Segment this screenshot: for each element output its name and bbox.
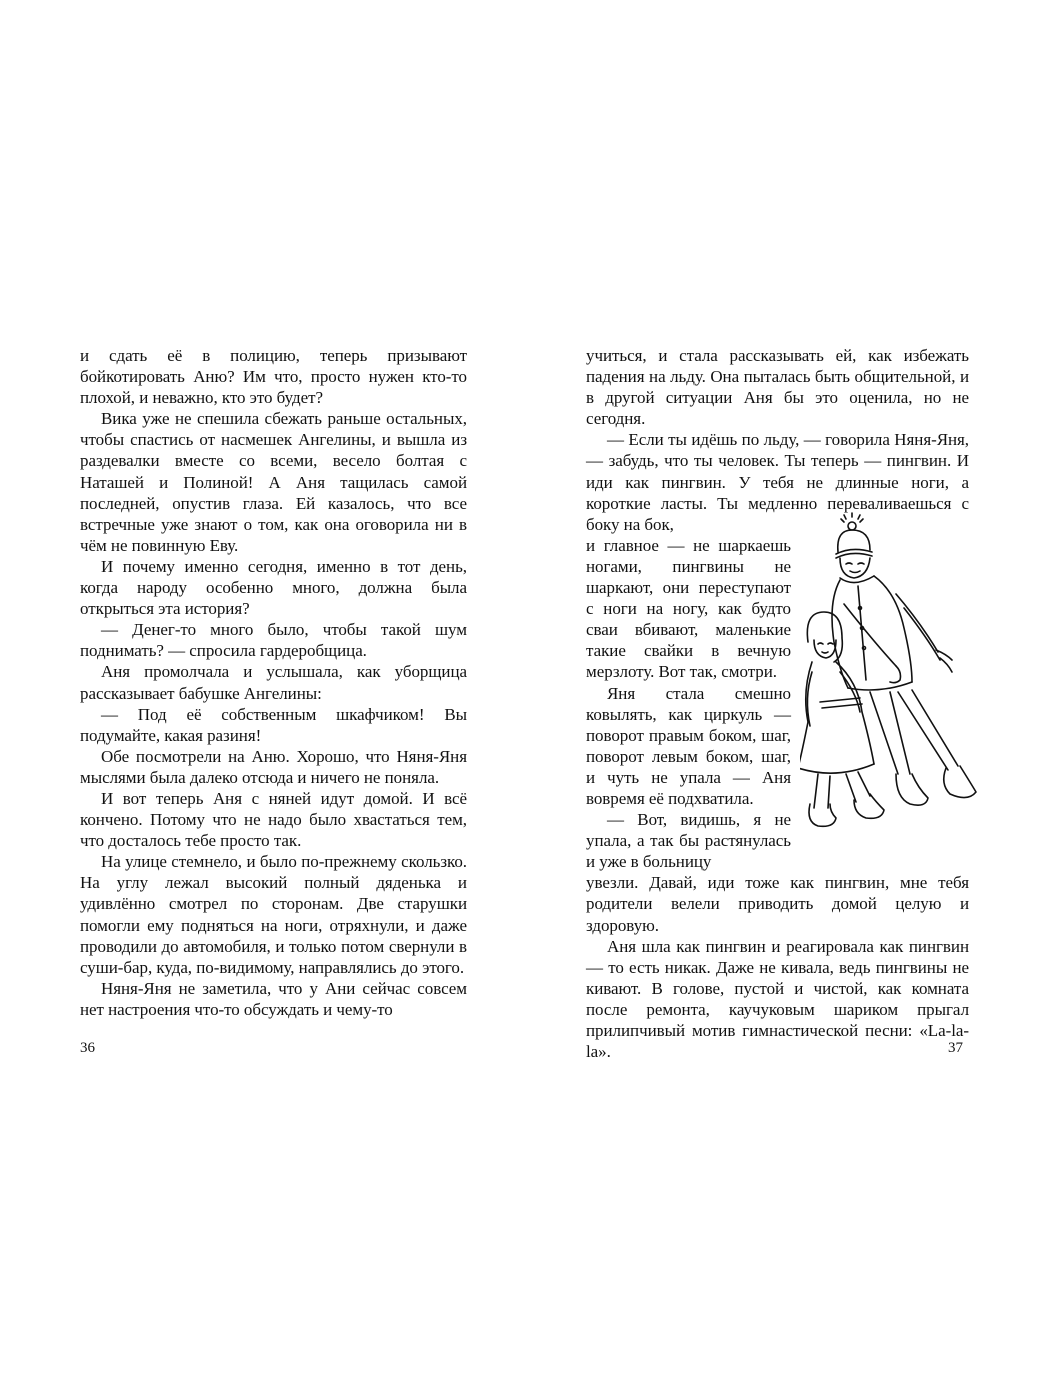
paragraph: — Если ты идёшь по льду, — говорила Няня-Яня, — забудь, что ты человек. Ты теперь — пингвин. И иди как пингвин. У тебя не длинные ноги, а короткие ласты. Ты медленно переваливаешься с боку на бок, <box>586 430 969 534</box>
paragraph: Вика уже не спешила сбежать раньше остальных, чтобы спастись от насмешек Ангелины, и вышла из раздевалки вместе со всеми, весело болтая с Наташей и Полиной! А Аня тащилась самой последней, опустив глаза. Ей казалось, что все встречные уже знают о том, как она оговорила ни в чём не повинную Еву. <box>80 409 467 555</box>
nanny-figure <box>832 513 976 805</box>
paragraph: — Под её собственным шкафчиком! Вы подумайте, какая разиня! <box>80 704 467 745</box>
paragraph: и сдать её в полицию, теперь призывают бойкотировать Аню? Им что, просто нужен кто-то плохой, и неважно, кто это будет? <box>80 346 467 408</box>
paragraph: увезли. Давай, иди тоже как пингвин, мне тебя родители велели приводить домой целую и здоровую. <box>586 873 969 935</box>
page-number-left: 36 <box>80 1040 95 1056</box>
paragraph: И почему именно сегодня, именно в тот день, когда народу особенно много, должна была открыться эта история? <box>80 556 467 619</box>
paragraph: — Вот, видишь, я не упала, а так бы растянулась и уже в больницу <box>586 810 791 872</box>
paragraph: и главное — не шаркаешь ногами, пингвины не шаркают, они переступают с ноги на ногу, как будто сваи вбивают, маленькие такие свайки в вечную мерзлоту. Вот так, смотри. <box>586 535 791 682</box>
paragraph: Няня-Яня не заметила, что у Ани сейчас совсем нет настроения что-то обсуждать и чему-то <box>80 978 467 1019</box>
paragraph: Яня стала смешно ковылять, как циркуль — поворот правым боком, шаг, поворот левым боком, шаг, и чуть не упала — Аня вовремя её подхватила. <box>586 683 791 808</box>
paragraph: Аня шла как пингвин и реагировала как пингвин — то есть никак. Даже не кивала, ведь пингвины не кивают. В голове, пустой и чистой, как комната после ремонта, каучуковым шариком прыгал прилипчивый мотив гимнастической песни: «La-la-la». <box>586 936 969 1062</box>
left-page-text <box>80 345 467 1020</box>
paragraph: — Денег-то много было, чтобы такой шум поднимать? — спросила гардеробщица. <box>80 620 467 661</box>
paragraph: Обе посмотрели на Аню. Хорошо, что Няня-Яня мыслями была далеко отсюда и ничего не поняла. <box>80 746 467 787</box>
girl-figure <box>800 612 884 826</box>
paragraph: И вот теперь Аня с няней идут домой. И всё кончено. Потому что не надо было хвастаться тем, что досталось тебе просто так. <box>80 788 467 851</box>
paragraph: учиться, и стала рассказывать ей, как избежать падения на льду. Она пыталась быть общительной, и в другой ситуации Аня бы это оценила, но не сегодня. <box>586 346 969 429</box>
paragraph: Аня промолчала и услышала, как уборщица рассказывает бабушке Ангелины: <box>80 662 467 703</box>
illustration-nanny-and-girl-walking <box>800 512 1000 832</box>
page-number-right: 37 <box>948 1040 963 1056</box>
paragraph: На улице стемнело, и было по-прежнему скользко. На углу лежал высокий полный дяденька и удивлённо смотрел по сторонам. Две старушки помогли ему подняться на ноги, отряхнули, и даже проводили до автомобиля, и только потом свернули в суши-бар, куда, по-видимому, направлялись до этого. <box>80 852 467 977</box>
